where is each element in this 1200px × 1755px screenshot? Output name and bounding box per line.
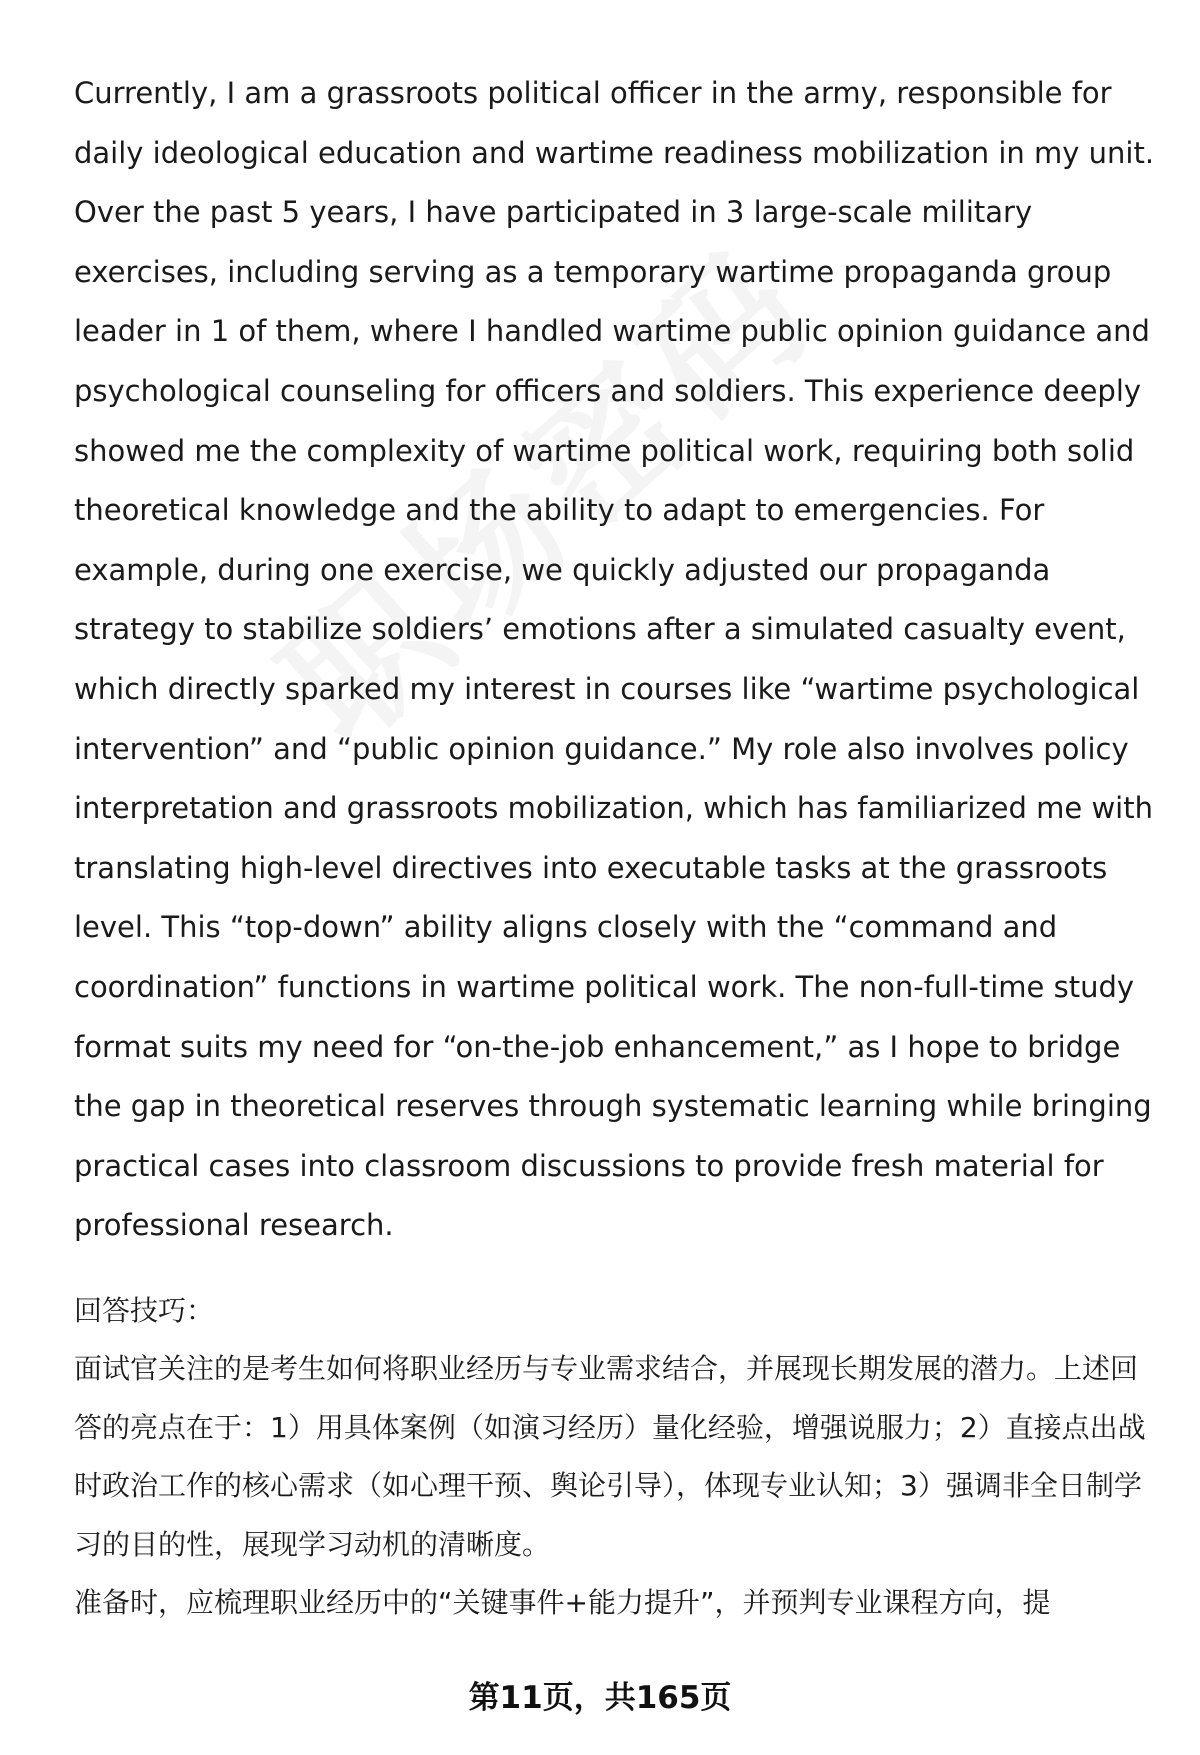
- answer-tips-section: [74, 1282, 1164, 1633]
- document-page: [74, 64, 1164, 1633]
- answer-paragraph: Currently, I am a grassroots political officer in the army, responsible for daily ideological education and wartime readiness mobilization in my unit. Over the past 5 years, I have participated in 3 large-scale military exercises, including serving as a temporary wartime propaganda group leader in 1 of them, where I handled wartime public opinion guidance and psychological counseling for officers and soldiers. This experience deeply showed me the complexity of wartime political work, requiring both solid theoretical knowledge and the ability to adapt to emergencies. For example, during one exercise, we quickly adjusted our propaganda strategy to stabilize soldiers’ emotions after a simulated casualty event, which directly sparked my interest in courses like “wartime psychological intervention” and “public opinion guidance.” My role also involves policy interpretation and grassroots mobilization, which has familiarized me with translating high-level directives into executable tasks at the grassroots level. This “top-down” ability aligns closely with the “command and coordination” functions in wartime political work. The non-full-time study format suits my need for “on-the-job enhancement,” as I hope to bridge the gap in theoretical reserves through systematic learning while bringing practical cases into classroom discussions to provide fresh material for professional research.: [74, 76, 1155, 1243]
- tips-paragraph-1: 面试官关注的是考生如何将职业经历与专业需求结合，并展现长期发展的潜力。上述回答的亮点在于：1）用具体案例（如演习经历）量化经验，增强说服力；2）直接点出战时政治工作的核心需求（如心理干预、舆论引导），体现专业认知；3）强调非全日制学习的目的性，展现学习动机的清晰度。: [74, 1352, 1146, 1561]
- page-number-footer: 第11页，共165页: [468, 1680, 732, 1716]
- tips-heading: 回答技巧：: [74, 1293, 215, 1327]
- tips-paragraph-2: 准备时，应梳理职业经历中的“关键事件+能力提升”，并预判专业课程方向，提: [74, 1586, 1051, 1620]
